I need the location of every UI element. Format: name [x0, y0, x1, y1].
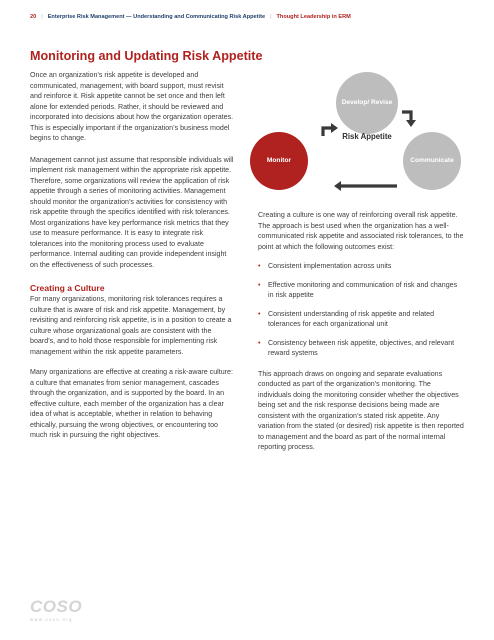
- left-column: [30, 70, 236, 441]
- bullet-icon: •: [258, 280, 261, 289]
- arrowhead: [331, 123, 338, 133]
- list-item-text: Consistency between risk appetite, objectives, and relevant reward systems: [268, 338, 455, 357]
- risk-appetite-cycle-diagram: [250, 70, 470, 200]
- develop-revise-circle: Develop/ Revise: [336, 72, 398, 134]
- coso-logo: COSO: [30, 597, 83, 616]
- series-title: Thought Leadership in ERM: [276, 14, 351, 20]
- paragraph: Management cannot just assume that responsible individuals will implement risk management within the appropriate risk appetite. Therefore, some organizations will review the application of risk appetite through a series of monitoring activities. Management should monitor the organization’s activities for consistency with risk appetite through the specifics identified with risk tolerances. Most organizations have key performance risk metrics that they use to measure performance. It is easy to integrate risk tolerances into the monitoring process used to evaluate performance. Internal auditing can provide independent insight on the effectiveness of such processes.: [30, 155, 234, 269]
- header-separator: |: [41, 14, 43, 20]
- page-number: 20: [30, 14, 37, 20]
- list-item-text: Consistent implementation across units: [268, 262, 392, 270]
- paragraph: Creating a culture is one way of reinforcing overall risk appetite. The approach is best used when the organization has a well-communicated risk appetite and associated risk tolerances, to the point at which the following outcomes exist:: [258, 211, 464, 251]
- list-item-text: Effective monitoring and communication of risk and changes in risk appetite: [268, 280, 458, 299]
- list-item: [258, 261, 464, 272]
- subheading: Creating a Culture: [30, 283, 105, 293]
- list-item: [258, 309, 464, 330]
- monitor-circle: Monitor: [250, 132, 308, 190]
- paragraph: Once an organization’s risk appetite is developed and communicated, management, with board support, must revisit and reinforce it. Risk appetite cannot be set once and then left alone for extended periods. Rather, it should be reviewed and incorporated into decisions about how the organization operates. This is especially important if the organization’s business model begins to change.: [30, 71, 234, 142]
- paragraph: For many organizations, monitoring risk tolerances requires a culture that is aware of risk and risk appetite. Management, by revisiting and reinforcing risk appetite, is in a position to create a culture whose organizational goals are consistent with the board’s, and to hold those responsible for implementing risk management within the risk appetite parameters.: [30, 295, 232, 356]
- list-item-text: Consistent understanding of risk appetite and related tolerances for each organizational unit: [268, 309, 435, 328]
- section-title: Monitoring and Updating Risk Appetite: [30, 49, 263, 63]
- outcomes-list: [258, 261, 464, 359]
- arrow-develop-to-communicate: [402, 112, 411, 121]
- paragraph: This approach draws on ongoing and separate evaluations conducted as part of the organization’s monitoring. The individuals doing the monitoring consider whether the objectives being set and the risk response decisions being made are consistent with the organization’s stated risk appetite. Any variation from the stated (or desired) risk appetite is then reported to management and the board as part of the normal internal reporting process.: [258, 369, 464, 451]
- risk-appetite-label: Risk Appetite: [342, 132, 392, 141]
- list-item: [258, 338, 464, 359]
- bullet-icon: •: [258, 338, 261, 347]
- website-url: www.coso.org: [30, 617, 73, 622]
- header-separator: |: [270, 14, 272, 20]
- communicate-circle: Communicate: [403, 132, 461, 190]
- arrowhead: [406, 120, 416, 127]
- bullet-icon: •: [258, 309, 261, 318]
- list-item: [258, 280, 464, 301]
- arrowhead: [334, 181, 341, 191]
- document-title: Enterprise Risk Management — Understanding and Communicating Risk Appetite: [47, 14, 266, 20]
- bullet-icon: •: [258, 262, 261, 270]
- running-header: [30, 14, 464, 20]
- paragraph: Many organizations are effective at creating a risk-aware culture: a culture that emanates from senior management, cascades through the organization, and is supported by the board. In an effective culture, each member of the organization has a clear idea of what is acceptable, whether in relation to behaving ethically, pursuing the wrong objectives, or encountering too much risk in pursuing the right objectives.: [30, 368, 233, 439]
- right-column: [258, 210, 464, 453]
